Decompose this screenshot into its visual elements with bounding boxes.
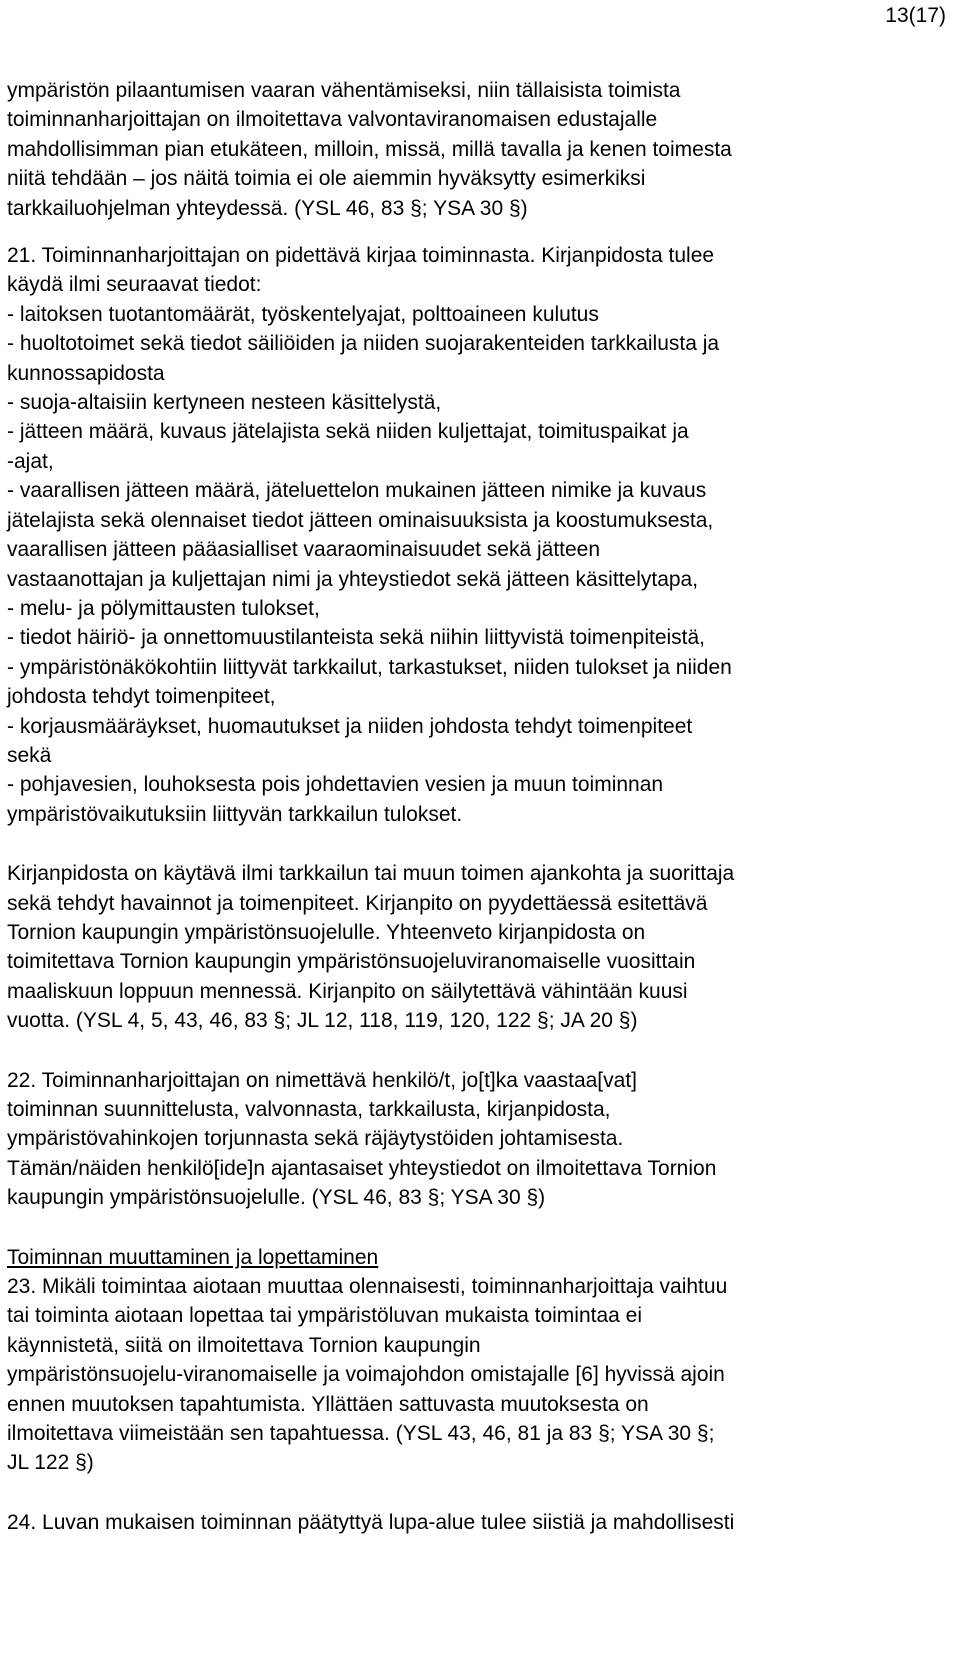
text-line: niitä tehdään – jos näitä toimia ei ole aiemmin hyväksytty esimerkiksi [7, 167, 646, 191]
text-line: ilmoitettava viimeistään sen tapahtuessa. (YSL 43, 46, 81 ja 83 §; YSA 30 §; [7, 1422, 715, 1446]
text-line: toiminnan suunnittelusta, valvonnasta, tarkkailusta, kirjanpidosta, [7, 1098, 611, 1121]
text-line: mahdollisimman pian etukäteen, milloin, missä, millä tavalla ja kenen toimesta [7, 137, 732, 161]
item-24 [7, 1508, 955, 1537]
text-line: johdosta tehdyt toimenpiteet, [7, 685, 276, 709]
text-line: 21. Toiminnanharjoittajan on pidettävä kirjaa toiminnasta. Kirjanpidosta tulee [7, 244, 715, 268]
text-line: maaliskuun loppuun mennessä. Kirjanpito on säilytettävä vähintään kuusi [7, 979, 688, 1003]
text-line: kunnossapidosta [7, 361, 165, 385]
text-line: ympäristönsuojelu-viranomaiselle ja voimajohdon omistajalle [6] hyvissä ajoin [7, 1363, 725, 1387]
text-line: jätelajista sekä olennaiset tiedot jätteen ominaisuuksista ja koostumuksesta, [7, 508, 714, 532]
text-line: - huoltotoimet sekä tiedot säiliöiden ja niiden suojarakenteiden tarkkailusta ja [7, 332, 720, 356]
text-line: 24. Luvan mukaisen toiminnan päätyttyä lupa-alue tulee siistiä ja mahdollisesti [7, 1510, 735, 1534]
text-line: käydä ilmi seuraavat tiedot: [7, 273, 262, 297]
text-line: - vaarallisen jätteen määrä, jäteluettelon mukainen jätteen nimike ja kuvaus [7, 479, 707, 503]
document-body [7, 76, 955, 1537]
text-line: - korjausmääräykset, huomautukset ja niiden johdosta tehdyt toimenpiteet [7, 714, 693, 738]
text-line: käynnistetä, siitä on ilmoitettava Tornion kaupungin [7, 1333, 481, 1357]
paragraph-spacer [7, 223, 955, 241]
text-line: - laitoksen tuotantomäärät, työskentelyajat, polttoaineen kulutus [7, 302, 599, 326]
text-line: vaarallisen jätteen pääasialliset vaaraominaisuudet sekä jätteen [7, 538, 601, 562]
text-line: - jätteen määrä, kuvaus jätelajista sekä niiden kuljettajat, toimituspaikat ja [7, 420, 689, 444]
text-line: tarkkailuohjelman yhteydessä. (YSL 46, 83 §; YSA 30 §) [7, 196, 528, 220]
text-line: - melu- ja pölymittausten tulokset, [7, 596, 320, 620]
text-line: - pohjavesien, louhoksesta pois johdettavien vesien ja muun toiminnan [7, 773, 664, 797]
text-line: -ajat, [7, 449, 54, 473]
intro-paragraph [7, 76, 955, 223]
text-line: - tiedot häiriö- ja onnettomuustilanteista sekä niihin liittyvistä toimenpiteistä, [7, 626, 706, 650]
text-line: vastaanottajan ja kuljettajan nimi ja yhteystiedot sekä jätteen käsittelytapa, [7, 567, 699, 591]
text-line: 23. Mikäli toimintaa aiotaan muuttaa olennaisesti, toiminnanharjoittaja vaihtuu [7, 1275, 728, 1299]
item-21 [7, 241, 955, 829]
text-line: Tämän/näiden henkilö[ide]n ajantasaiset yhteystiedot on ilmoitettava Tornion [7, 1156, 717, 1180]
text-line: tai toiminta aiotaan lopettaa tai ympäristöluvan mukaista toimintaa ei [7, 1304, 643, 1328]
item-22 [7, 1066, 955, 1213]
paragraph-spacer [7, 1036, 955, 1066]
text-line: ympäristövaikutuksiin liittyvän tarkkailun tulokset. [7, 802, 463, 826]
paragraph-spacer [7, 1478, 955, 1508]
section-heading: Toiminnan muuttaminen ja lopettaminen [7, 1245, 379, 1269]
text-line: - suoja-altaisiin kertyneen nesteen käsittelystä, [7, 391, 442, 415]
text-line: ympäristön pilaantumisen vaaran vähentämiseksi, niin tällaisista toimista [7, 79, 681, 102]
text-line: Kirjanpidosta on käytävä ilmi tarkkailun tai muun toimen ajankohta ja suorittaja [7, 862, 735, 886]
text-line: kaupungin ympäristönsuojelulle. (YSL 46, 83 §; YSA 30 §) [7, 1186, 546, 1210]
text-line: ennen muutoksen tapahtumista. Yllättäen sattuvasta muutoksesta on [7, 1392, 649, 1416]
text-line: JL 122 §) [7, 1451, 94, 1475]
page-number: 13(17) [885, 4, 946, 27]
text-line: sekä [7, 743, 52, 767]
text-line: Tornion kaupungin ympäristönsuojelulle. Yhteenveto kirjanpidosta on [7, 920, 646, 944]
text-line: 22. Toiminnanharjoittajan on nimettävä henkilö/t, jo[t]ka vaastaa[vat] [7, 1068, 637, 1092]
text-line: vuotta. (YSL 4, 5, 43, 46, 83 §; JL 12, 118, 119, 120, 122 §; JA 20 §) [7, 1009, 638, 1033]
text-line: toimitettava Tornion kaupungin ympäristönsuojeluviranomaiselle vuosittain [7, 950, 696, 974]
kirjanpito-paragraph [7, 859, 955, 1035]
item-23-section [7, 1243, 955, 1478]
text-line: sekä tehdyt havainnot ja toimenpiteet. Kirjanpito on pyydettäessä esitettävä [7, 891, 708, 915]
text-line: - ympäristönäkökohtiin liittyvät tarkkailut, tarkastukset, niiden tulokset ja niiden [7, 655, 732, 679]
paragraph-spacer [7, 829, 955, 859]
text-line: toiminnanharjoittajan on ilmoitettava valvontaviranomaisen edustajalle [7, 108, 658, 132]
paragraph-spacer [7, 1213, 955, 1243]
text-line: ympäristövahinkojen torjunnasta sekä räjäytystöiden johtamisesta. [7, 1127, 624, 1151]
